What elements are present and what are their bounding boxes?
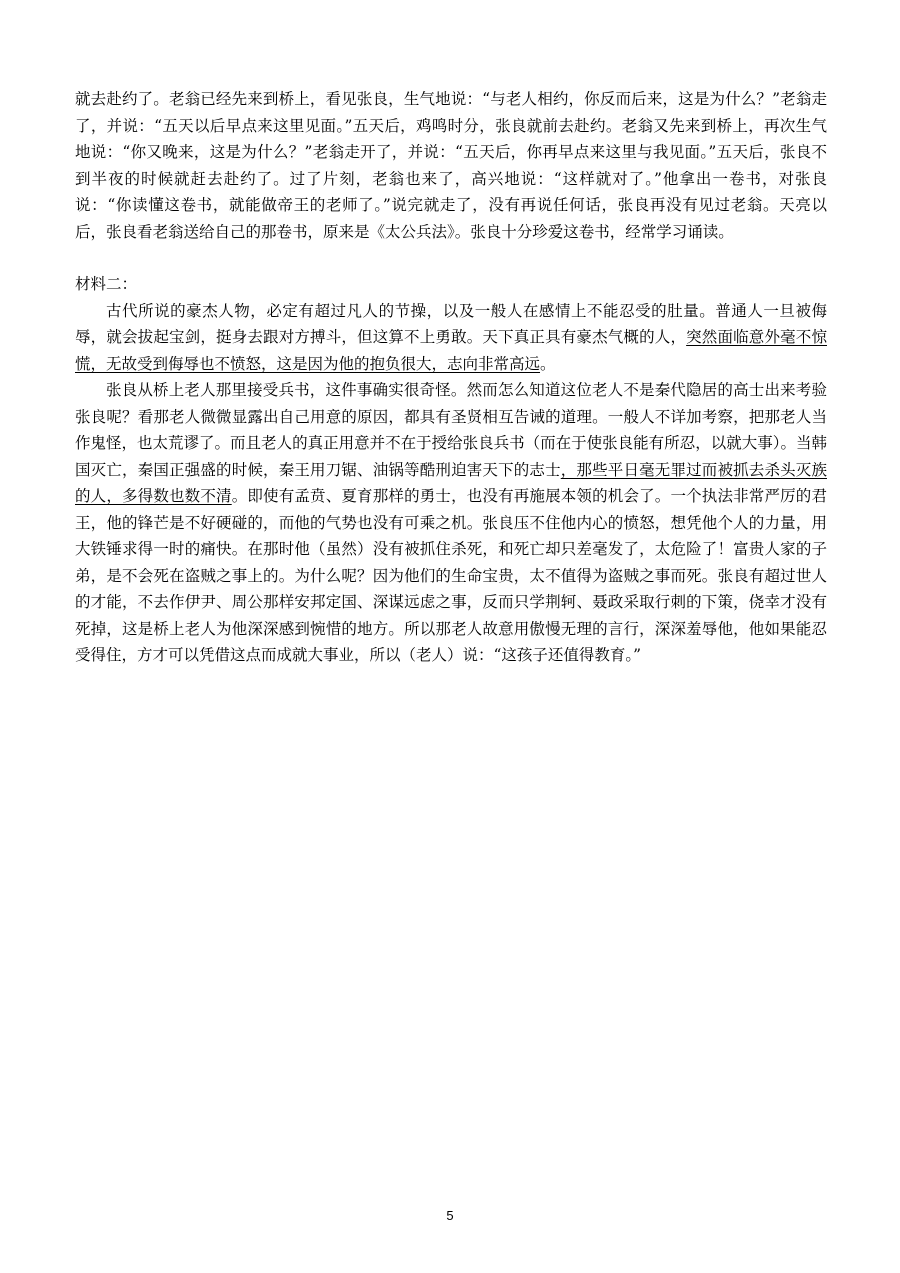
paragraph-continuation <box>75 86 827 245</box>
page-number: 5 <box>446 1208 454 1223</box>
paragraph-text: 张良从桥上老人那里接受兵书，这件事确实很奇怪。然而怎么知道这位老人不是秦代隐居的高士出来考验张良呢？看那老人微微显露出自己用意的原因，都具有圣贤相互告诫的道理。一般人不详加考察，把那老人当作鬼怪，也太荒谬了。而且老人的真正用意并不在于授给张良兵书（而在于使张良能有所忍，以就大事）。当韩国灭亡，秦国正强盛的时候，秦王用刀锯、油锅等酷刑迫害天下的志士 <box>75 381 827 479</box>
underlined-sentence: 突然面临意外毫不惊慌，无故受到侮辱也不愤怒，这是因为他的抱负很大，志向非常高远 <box>75 328 827 373</box>
paragraph-text: 就去赴约了。老翁已经先来到桥上，看见张良，生气地说：“与老人相约，你反而后来，这是为什么？”老翁走了，并说：“五天以后早点来这里见面。”五天后，鸡鸣时分，张良就前去赴约。老翁又先来到桥上，再次生气地说：“你又晚来，这是为什么？”老翁走开了，并说：“五天后，你再早点来这里与我见面。”五天后，张良不到半夜的时候就赶去赴约了。过了片刻，老翁也来了，高兴地说：“这样就对了。”他拿出一卷书，对张良说：“你读懂这卷书，就能做帝王的老师了。”说完就走了，没有再说任何话，张良再没有见过老翁。天亮以后，张良看老翁送给自己的那卷书，原来是《太公兵法》。张良十分珍爱这卷书，经常学习诵读。 <box>75 90 827 241</box>
paragraph-zhangliang <box>75 377 827 669</box>
paragraph-text: 古代所说的豪杰人物，必定有超过凡人的节操，以及一般人在感情上不能忍受的肚量。普通人一旦被侮辱，就会拔起宝剑，挺身去跟对方搏斗，但这算不上勇敢。天下真正具有豪杰气概的人， <box>75 301 827 346</box>
paragraph-text: 。即使有孟贲、夏育那样的勇士，也没有再施展本领的机会了。一个执法非常严厉的君王，他的锋芒是不好硬碰的，而他的气势也没有可乘之机。张良压不住他内心的愤怒，想凭他个人的力量，用大铁锤求得一时的痛快。在那时他（虽然）没有被抓住杀死，和死亡却只差毫发了，太危险了！富贵人家的子弟，是不会死在盗贼之事上的。为什么呢？因为他们的生命宝贵，太不值得为盗贼之事而死。张良有超过世人的才能，不去作伊尹、周公那样安邦定国、深谋远虑之事，反而只学荆轲、聂政采取行刺的下策，侥幸才没有死掉，这是桥上老人为他深深感到惋惜的地方。所以那老人故意用傲慢无理的言行，深深羞辱他，他如果能忍受得住，方才可以凭借这点而成就大事业，所以（老人）说：“这孩子还值得教育。” <box>75 487 827 664</box>
paragraph-text: 。 <box>540 354 556 373</box>
document-body <box>75 86 827 669</box>
underlined-sentence: ，那些平日毫无罪过而被抓去杀头灭族的人，多得数也数不清 <box>75 460 827 505</box>
section-label-material-two: 材料二： <box>75 275 138 293</box>
paragraph-heroes <box>75 298 827 378</box>
